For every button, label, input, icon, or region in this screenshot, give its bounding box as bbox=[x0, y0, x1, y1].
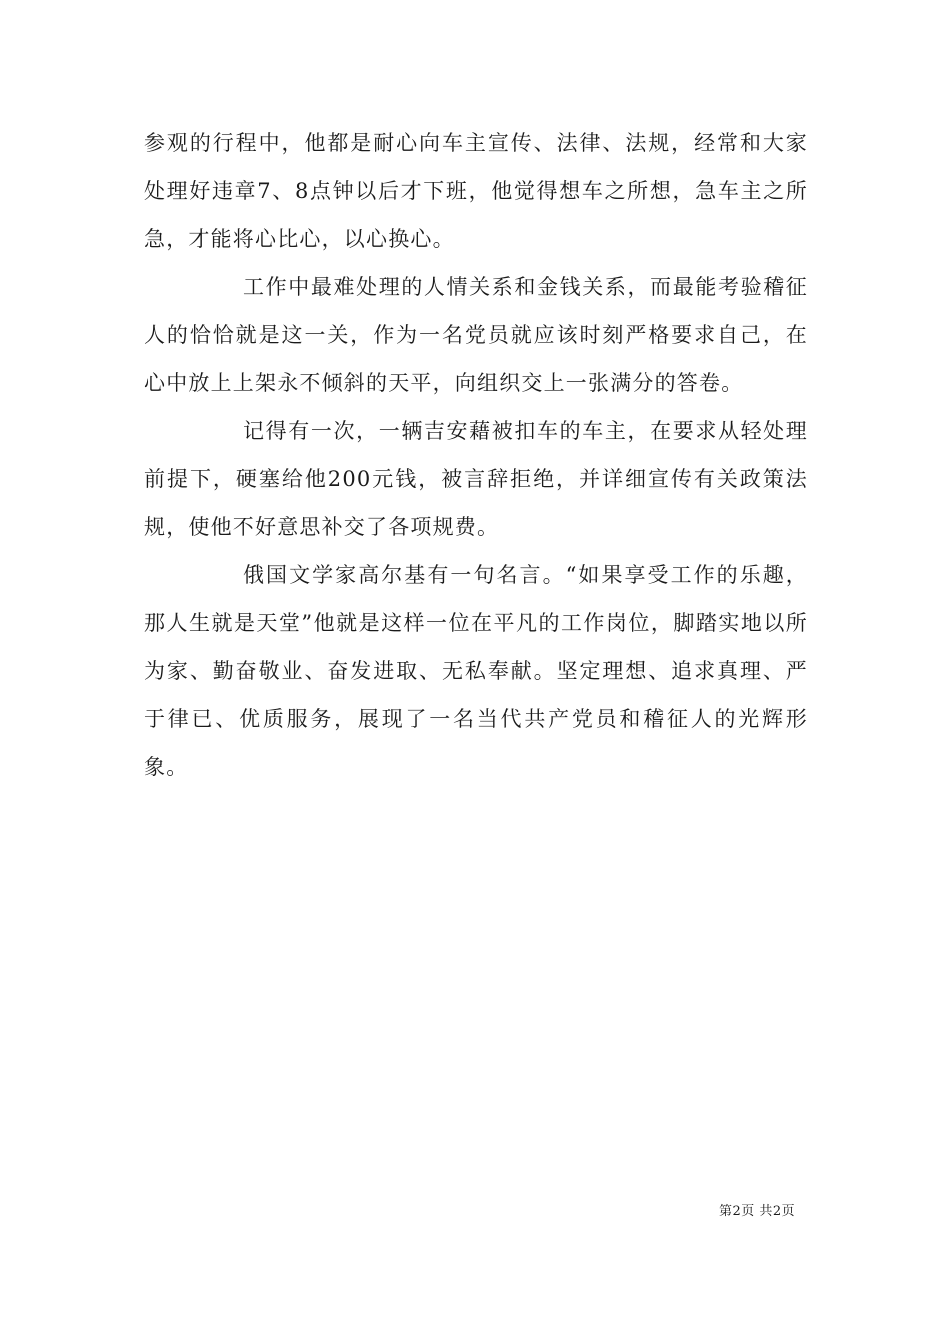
paragraph-continuation: 参观的行程中，他都是耐心向车主宣传、法律、法规，经常和大家处理好违章7、8点钟以后才下班，他觉得想车之所想，急车主之所急，才能将心比心，以心换心。 bbox=[144, 131, 808, 251]
paragraph-relationships: 工作中最难处理的人情关系和金钱关系，而最能考验稽征人的恰恰就是这一关，作为一名党员就应该时刻严格要求自己，在心中放上上架永不倾斜的天平，向组织交上一张满分的答卷。 bbox=[144, 275, 808, 395]
paragraph-bribe-refusal: 记得有一次，一辆吉安藉被扣车的车主，在要求从轻处理前提下，硬塞给他200元钱，被言辞拒绝，并详细宣传有关政策法规，使他不好意思补交了各项规费。 bbox=[144, 419, 808, 539]
paragraph-gorky-quote: 俄国文学家高尔基有一句名言。“如果享受工作的乐趣，那人生就是天堂”他就是这样一位在平凡的工作岗位，脚踏实地以所为家、勤奋敬业、奋发进取、无私奉献。坚定理想、追求真理、严于律已、优质服务，展现了一名当代共产党员和稽征人的光辉形象。 bbox=[144, 563, 808, 779]
document-body bbox=[144, 119, 808, 791]
page-number: 第2页 共2页 bbox=[719, 1204, 796, 1219]
